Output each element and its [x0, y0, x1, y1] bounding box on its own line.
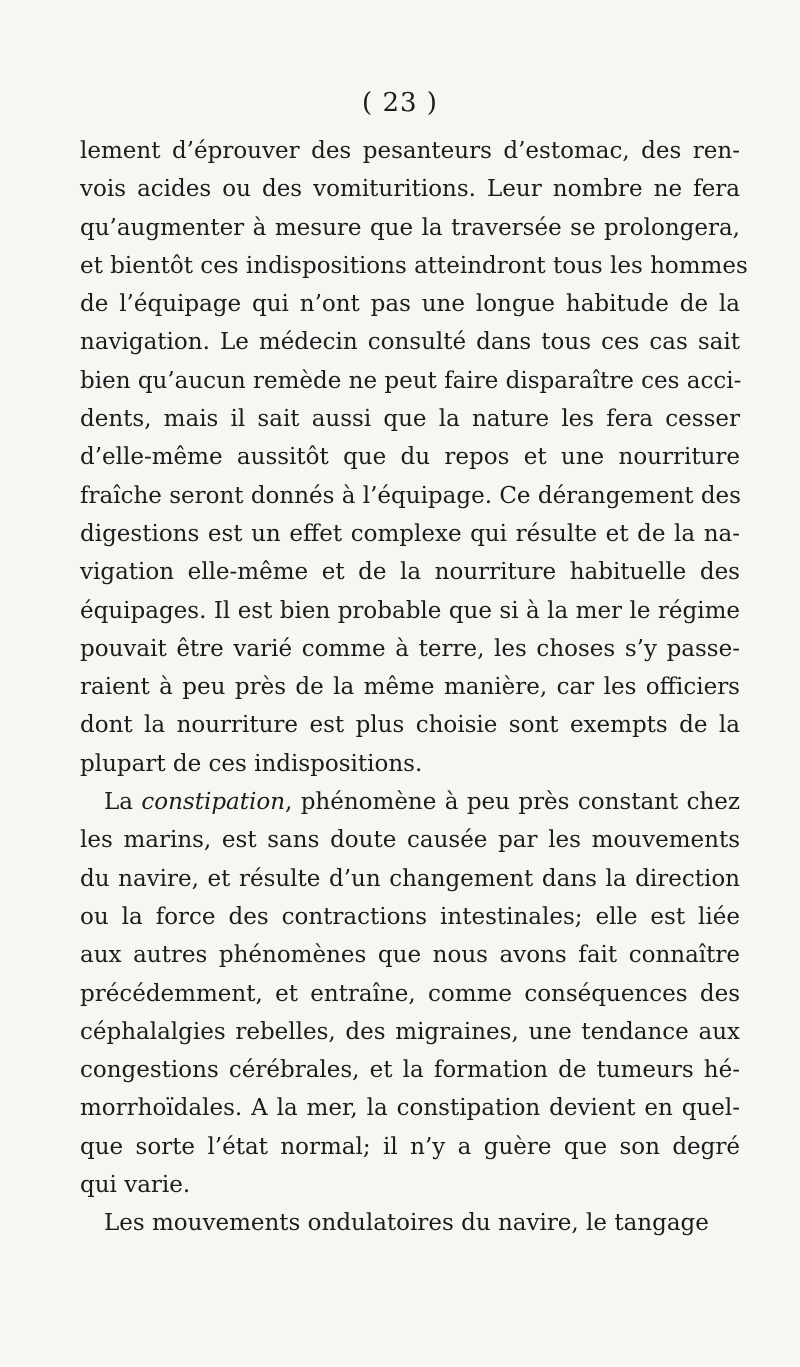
text-line: morrhoïdales. A la mer, la constipation devient en quel-: [80, 1095, 740, 1122]
text-line: lement d’éprouver des pesanteurs d’estomac, des ren-: [80, 138, 740, 164]
text-line: qui varie.: [80, 1172, 191, 1199]
text-line: vois acides ou des vomituritions. Leur nombre ne fera: [80, 176, 740, 203]
text-line: céphalalgies rebelles, des migraines, une tendance aux: [80, 1018, 740, 1045]
text-line: qu’augmenter à mesure que la traversée se prolongera,: [80, 214, 740, 241]
text-line: digestions est un effet complexe qui résulte et de la na-: [80, 520, 740, 547]
text-line: congestions cérébrales, et la formation de tumeurs hé-: [80, 1057, 740, 1084]
text-line: dont la nourriture est plus choisie sont exempts de la: [80, 712, 740, 739]
text-line: vigation elle-même et de la nourriture habituelle des: [80, 559, 740, 586]
paragraph-2: [80, 783, 740, 1204]
italic-term: constipation: [141, 789, 286, 816]
text-run: , phénomène à peu près constant chez: [285, 789, 741, 816]
paragraph-1: [80, 132, 748, 783]
text-line: équipages. Il est bien probable que si à la mer le régime: [80, 597, 740, 624]
text-line: pouvait être varié comme à terre, les choses s’y passe-: [80, 635, 740, 662]
text-line: dents, mais il sait aussi que la nature les fera cesser: [80, 406, 740, 433]
text-line: [80, 783, 740, 821]
text-line: du navire, et résulte d’un changement dans la direction: [80, 865, 740, 892]
text-line: de l’équipage qui n’ont pas une longue habitude de la: [80, 291, 740, 318]
text-line: précédemment, et entraîne, comme conséquences des: [80, 980, 740, 1007]
text-line: Les mouvements ondulatoires du navire, le tangage: [104, 1210, 709, 1237]
text-line: et bientôt ces indispositions atteindront tous les hommes: [80, 252, 748, 279]
text-line: que sorte l’état normal; il n’y a guère que son degré: [80, 1133, 740, 1160]
text-line: navigation. Le médecin consulté dans tous ces cas sait: [80, 329, 740, 356]
page-number: ( 23 ): [362, 88, 438, 118]
paragraph-3: [80, 1204, 740, 1242]
text-line: d’elle-même aussitôt que du repos et une nourriture: [80, 444, 740, 471]
text-line: raient à peu près de la même manière, car les officiers: [80, 674, 740, 701]
text-line: plupart de ces indispositions.: [80, 750, 423, 777]
text-line: fraîche seront donnés à l’équipage. Ce dérangement des: [80, 482, 741, 509]
text-line: les marins, est sans doute causée par les mouvements: [80, 827, 740, 854]
text-run: La: [104, 789, 142, 816]
text-line: bien qu’aucun remède ne peut faire disparaître ces acci-: [80, 367, 742, 394]
text-line: aux autres phénomènes que nous avons fait connaître: [80, 942, 740, 969]
body-text: [80, 132, 748, 1243]
text-line: ou la force des contractions intestinales; elle est liée: [80, 903, 740, 930]
